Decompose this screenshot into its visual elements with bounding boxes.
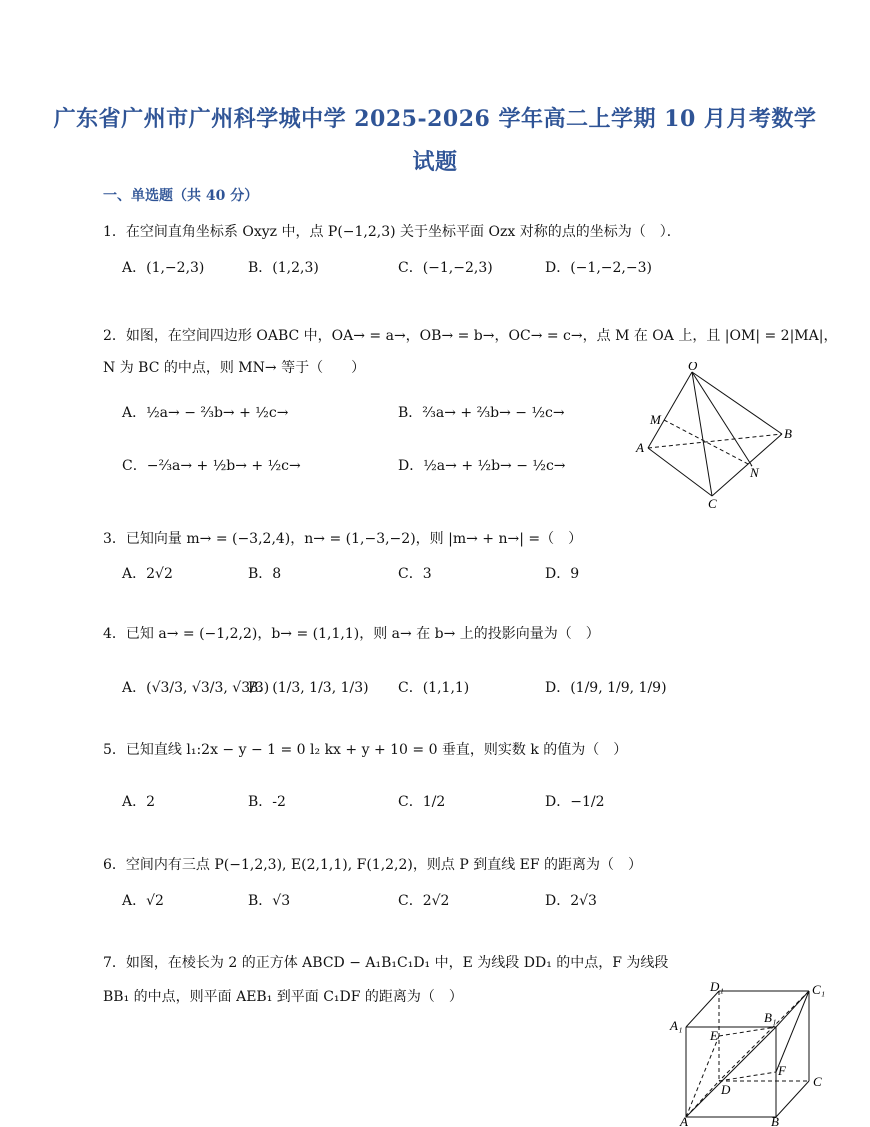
fig7-label-c: C	[813, 1074, 822, 1089]
question-1-stem: 1．在空间直角坐标系 Oxyz 中，点 P(−1,2,3) 关于坐标平面 Ozx 对称的点的坐标为（ ）．	[103, 224, 681, 240]
question-4-stem: 4．已知 a→ = (−1,2,2)，b→ = (1,1,1)，则 a→ 在 b→ 上的投影向量为（ ）	[103, 626, 600, 642]
fig7-label-b1: B₁	[764, 1010, 777, 1025]
fig2-label-a: A	[636, 440, 644, 455]
question-3-option-a: A．2√2	[122, 566, 173, 582]
question-5-option-b: B．-2	[248, 794, 286, 810]
question-6-option-b: B．√3	[248, 893, 291, 909]
question-5-option-c: C．1/2	[398, 794, 446, 810]
question-4-option-d: D．(1/9, 1/9, 1/9)	[545, 680, 667, 696]
question-6-option-a: A．√2	[122, 893, 164, 909]
question-5-stem: 5．已知直线 l₁:2x − y − 1 = 0 l₂ kx + y + 10 = 0 垂直，则实数 k 的值为（ ）	[103, 742, 628, 758]
question-5-option-a: A．2	[122, 794, 156, 810]
fig2-label-b: B	[784, 426, 792, 441]
question-2-stem: 2．如图，在空间四边形 OABC 中，OA→ = a→，OB→ = b→，OC→ = c→，点 M 在 OA 上，且 |OM| = 2|MA|，	[103, 328, 838, 344]
question-6-option-d: D．2√3	[545, 893, 597, 909]
exam-title-line1: 广东省广州市广州科学城中学 2025-2026 学年高二上学期 10 月月考数学	[53, 106, 817, 132]
fig7-label-a: A	[680, 1114, 688, 1127]
fig7-label-b: B	[771, 1114, 779, 1127]
question-1-option-a: A．(1,−2,3)	[122, 260, 205, 276]
question-6-stem: 6．空间内有三点 P(−1,2,3), E(2,1,1), F(1,2,2)，则点 P 到直线 EF 的距离为（ ）	[103, 857, 643, 873]
question-7-stem: 7．如图，在棱长为 2 的正方体 ABCD − A₁B₁C₁D₁ 中，E 为线段 DD₁ 的中点，F 为线段	[103, 955, 669, 971]
fig2-label-m: M	[650, 412, 661, 427]
fig7-label-e: E	[710, 1028, 718, 1043]
section-heading: 一、单选题（共 40 分）	[103, 188, 259, 204]
fig7-label-f: F	[778, 1063, 786, 1078]
question-7-stem-line2: BB₁ 的中点，则平面 AEB₁ 到平面 C₁DF 的距离为（ ）	[103, 989, 463, 1005]
question-3-option-b: B．8	[248, 566, 282, 582]
question-5-option-d: D．−1/2	[545, 794, 605, 810]
question-3-option-d: D．9	[545, 566, 580, 582]
question-1-option-b: B．(1,2,3)	[248, 260, 319, 276]
question-6-option-c: C．2√2	[398, 893, 450, 909]
fig7-label-d1: D₁	[710, 979, 724, 994]
tetrahedron-figure	[630, 362, 800, 512]
question-4-option-b: B．(1/3, 1/3, 1/3)	[248, 680, 369, 696]
exam-title-line2: 试题	[412, 149, 458, 175]
fig2-label-o: O	[688, 362, 698, 373]
question-3-option-c: C．3	[398, 566, 432, 582]
question-2-option-a: A．½a→ − ⅔b→ + ½c→	[122, 405, 289, 421]
cube-figure	[666, 978, 836, 1127]
fig2-label-c: C	[708, 496, 717, 511]
fig7-label-d: D	[721, 1082, 731, 1097]
question-4-option-a: A．(√3/3, √3/3, √3/3)	[122, 680, 270, 696]
question-2-stem-line2: N 为 BC 的中点，则 MN→ 等于（ ）	[103, 360, 366, 376]
question-4-option-c: C．(1,1,1)	[398, 680, 470, 696]
question-2-option-d: D．½a→ + ½b→ − ½c→	[398, 458, 566, 474]
question-2-option-c: C．−⅔a→ + ½b→ + ½c→	[122, 458, 301, 474]
question-3-stem: 3．已知向量 m→ = (−3,2,4)，n→ = (1,−3,−2)，则 |m→ + n→| =（ ）	[103, 531, 583, 547]
fig2-label-n: N	[750, 465, 759, 480]
question-2-option-b: B．⅔a→ + ⅔b→ − ½c→	[398, 405, 565, 421]
question-1-option-c: C．(−1,−2,3)	[398, 260, 493, 276]
fig7-label-c1: C₁	[812, 982, 826, 997]
fig7-label-a1: A₁	[670, 1018, 683, 1033]
question-1-option-d: D．(−1,−2,−3)	[545, 260, 652, 276]
